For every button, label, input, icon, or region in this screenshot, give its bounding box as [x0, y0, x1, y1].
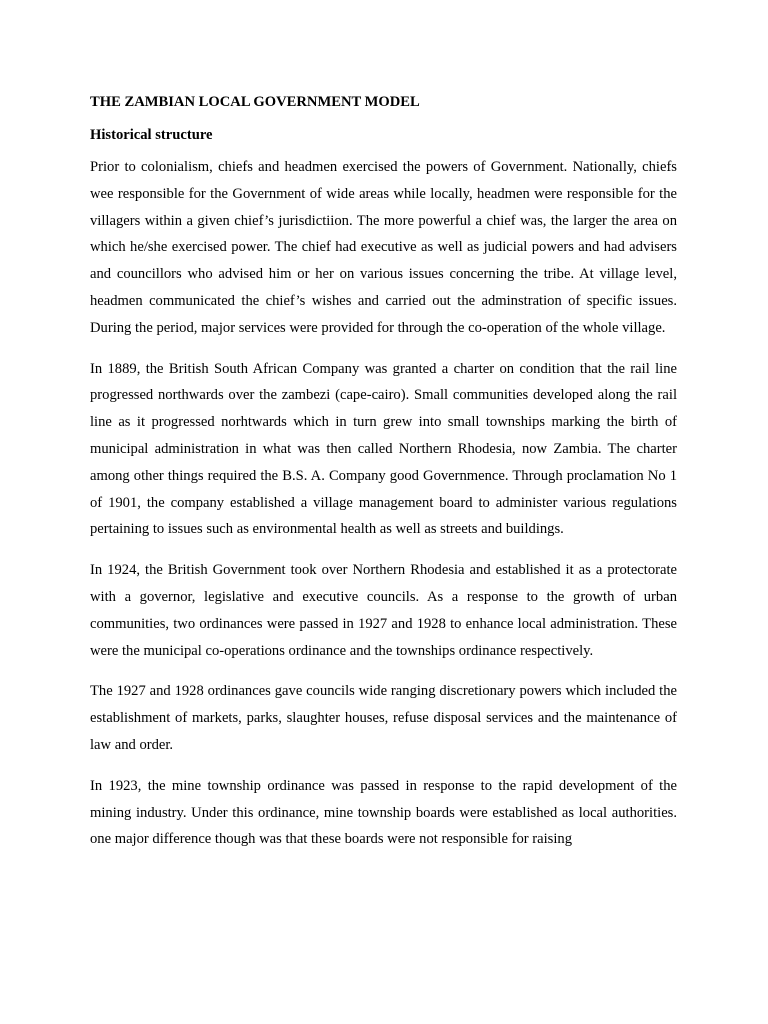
paragraph-1889: In 1889, the British South African Company was granted a charter on condition that the rail line progressed northwards over the zambezi (cape-cairo). Small communities developed along the rail line as it progressed norhtwards which in turn grew into small townships marking the birth of municipal administration in what was then called Northern Rhodesia, now Zambia. The charter among other things required the B.S. A. Company good Governmence. Through proclamation No 1 of 1901, the company established a village management board to administer various regulations pertaining to issues such as environmental health as well as streets and buildings.: [90, 360, 677, 538]
section-heading: Historical structure: [90, 127, 213, 143]
paragraph-ordinances: The 1927 and 1928 ordinances gave councils wide ranging discretionary powers which included the establishment of markets, parks, slaughter houses, refuse disposal services and the maintenance of law and order.: [90, 683, 677, 753]
paragraph-1923: In 1923, the mine township ordinance was passed in response to the rapid development of the mining industry. Under this ordinance, mine township boards were established as local authorities. one major difference though was that these boards were not responsible for raising: [90, 777, 677, 848]
paragraph-1924: In 1924, the British Government took over Northern Rhodesia and established it as a protectorate with a governor, legislative and executive councils. As a response to the growth of urban communities, two ordinances were passed in 1927 and 1928 to enhance local administration. These were the municipal co-operations ordinance and the townships ordinance respectively.: [90, 562, 677, 659]
document-page: [90, 92, 677, 867]
document-title: THE ZAMBIAN LOCAL GOVERNMENT MODEL: [90, 94, 420, 110]
paragraph-pre-colonial: Prior to colonialism, chiefs and headmen exercised the powers of Government. Nationally, chiefs wee responsible for the Government of wide areas while locally, headmen were responsible for the villagers within a given chief’s jurisdictiion. The more powerful a chief was, the larger the area on which he/she exercised power. The chief had executive as well as judicial powers and had advisers and councillors who advised him or her on various issues concerning the tribe. At village level, headmen communicated the chief’s wishes and carried out the adminstration of specific issues. During the period, major services were provided for through the co-operation of the whole village.: [90, 159, 677, 336]
